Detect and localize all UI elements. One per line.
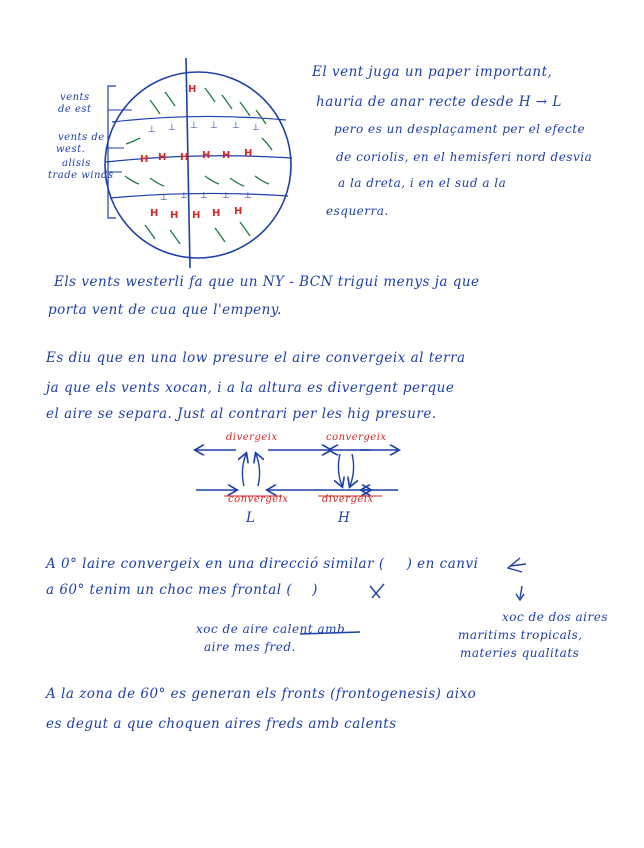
- svg-text:H: H: [222, 150, 231, 161]
- svg-text:H: H: [202, 150, 211, 161]
- flight-line-1: Els vents westerli fa que un NY - BCN trigui menys ja que: [54, 274, 480, 290]
- label-alisis-2: trade winds: [48, 170, 114, 181]
- label-vents-est-2: de est: [58, 104, 92, 115]
- fronts-line-2-text: a 60° tenim un choc mes frontal (: [46, 582, 293, 598]
- svg-text:H: H: [180, 152, 189, 163]
- coriolis-line-4: de coriolis, en el hemisferi nord desvia: [336, 150, 593, 164]
- svg-text:H: H: [140, 154, 149, 165]
- label-vents-west-1: vents de: [58, 132, 105, 143]
- frontogenesis-line-1: A la zona de 60° es generan els fronts (frontogenesis) aixo: [46, 686, 477, 702]
- coriolis-line-1: El vent juga un paper important,: [312, 64, 553, 80]
- svg-text:⊥: ⊥: [200, 191, 208, 201]
- diagram-bottom-right-label: divergeix: [322, 494, 374, 505]
- svg-text:⊥: ⊥: [160, 193, 168, 203]
- flight-line-2: porta vent de cua que l'empeny.: [48, 302, 282, 318]
- diagram-bottom-left-label: convergeix: [228, 494, 289, 505]
- svg-text:H: H: [158, 152, 167, 163]
- svg-text:H: H: [244, 148, 253, 159]
- coriolis-line-3: pero es un desplaçament per el efecte: [334, 122, 586, 136]
- svg-text:⊥: ⊥: [148, 125, 156, 135]
- svg-text:⊥: ⊥: [180, 191, 188, 201]
- fronts-note-right-1: xoc de dos aires: [502, 610, 608, 624]
- label-vents-est-1: vents: [60, 92, 90, 103]
- fronts-line-1-end: ) en canvi: [406, 556, 479, 572]
- fronts-note-right-3: materies qualitats: [460, 646, 580, 660]
- svg-text:⊥: ⊥: [210, 121, 218, 131]
- fronts-note-right-2: maritims tropicals,: [458, 628, 583, 642]
- diagram-top-right-label: convergeix: [326, 432, 387, 443]
- svg-text:H: H: [170, 210, 179, 221]
- fronts-line-1-text: A 0° laire convergeix en una direcció similar (: [46, 556, 385, 572]
- svg-text:H: H: [234, 206, 243, 217]
- svg-text:⊥: ⊥: [222, 191, 230, 201]
- label-vents-west-2: west.: [56, 144, 86, 155]
- coriolis-line-6: esquerra.: [326, 204, 389, 218]
- diagram-high-label: H: [338, 510, 351, 526]
- svg-text:H: H: [212, 208, 221, 219]
- diagram-low-label: L: [246, 510, 256, 526]
- fronts-line-2-end: ): [312, 582, 318, 598]
- svg-text:⊥: ⊥: [244, 191, 252, 201]
- svg-text:⊥: ⊥: [168, 123, 176, 133]
- coriolis-line-2: hauria de anar recte desde H → L: [316, 94, 562, 110]
- svg-text:H: H: [188, 84, 197, 95]
- pressure-line-1: Es diu que en una low presure el aire convergeix al terra: [46, 350, 466, 366]
- frontogenesis-line-2: es degut a que choquen aires freds amb calents: [46, 716, 397, 732]
- pressure-line-2: ja que els vents xocan, i a la altura es divergent perque: [46, 380, 455, 396]
- svg-text:⊥: ⊥: [252, 123, 260, 133]
- svg-text:H: H: [150, 208, 159, 219]
- fronts-note-left-2: aire mes fred.: [204, 640, 296, 654]
- pressure-line-3: el aire se separa. Just al contrari per les hig presure.: [46, 406, 437, 422]
- diagram-top-left-label: divergeix: [226, 432, 278, 443]
- coriolis-line-5: a la dreta, i en el sud a la: [338, 176, 507, 190]
- svg-text:⊥: ⊥: [232, 121, 240, 131]
- label-alisis-1: alisis: [62, 158, 91, 169]
- svg-text:⊥: ⊥: [190, 121, 198, 131]
- svg-text:H: H: [192, 210, 201, 221]
- fronts-note-left-1: xoc de aire calent amb: [196, 622, 346, 636]
